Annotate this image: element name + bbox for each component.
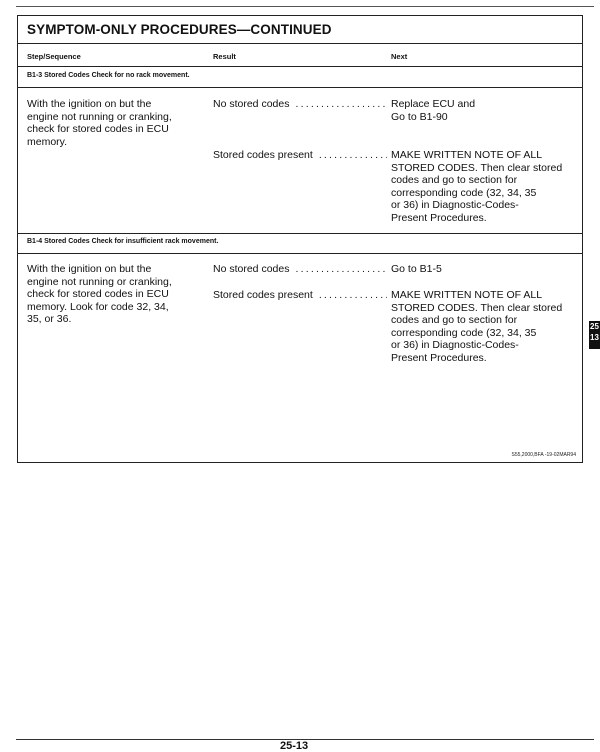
next-line: MAKE WRITTEN NOTE OF ALL <box>391 289 543 301</box>
step-line: With the ignition on but the <box>27 263 152 275</box>
dot-leader <box>319 289 387 302</box>
section-tab-page: 13 <box>590 333 599 342</box>
step-line: engine not running or cranking, <box>27 110 172 123</box>
result-label: No stored codes <box>213 98 290 110</box>
step-line: With the ignition on but the <box>27 98 152 110</box>
result-stored-codes-present <box>213 289 387 302</box>
result-stored-codes-present <box>213 149 387 162</box>
section-tab <box>589 321 600 349</box>
next-line: STORED CODES. Then clear stored <box>391 161 563 174</box>
section-divider <box>18 233 582 234</box>
next-action <box>391 149 577 225</box>
next-line: MAKE WRITTEN NOTE OF ALL <box>391 149 543 161</box>
dot-leader <box>295 263 387 276</box>
page-number: 25-13 <box>280 740 309 752</box>
step-line: memory. Look for code 32, 34, <box>27 300 169 313</box>
result-no-stored-codes <box>213 263 387 276</box>
step-line: 35, or 36. <box>27 313 72 326</box>
next-action <box>391 263 577 276</box>
top-rule <box>16 6 594 7</box>
procedure-panel <box>17 15 583 463</box>
column-header-step: Step/Sequence <box>27 52 81 61</box>
result-label: No stored codes <box>213 263 290 275</box>
next-line: or 36) in Diagnostic-Codes- <box>391 339 519 352</box>
step-line: check for stored codes in ECU <box>27 288 169 301</box>
next-line: or 36) in Diagnostic-Codes- <box>391 199 519 212</box>
step-line: engine not running or cranking, <box>27 275 172 288</box>
column-header-next: Next <box>391 52 408 61</box>
step-line: check for stored codes in ECU <box>27 123 169 136</box>
column-header-result: Result <box>213 52 236 61</box>
next-line: codes and go to section for <box>391 174 518 187</box>
result-label: Stored codes present <box>213 289 313 301</box>
section-divider <box>18 253 582 254</box>
next-line: STORED CODES. Then clear stored <box>391 301 563 314</box>
dot-leader <box>295 98 387 111</box>
step-line: memory. <box>27 135 68 148</box>
next-line: codes and go to section for <box>391 314 518 327</box>
section-tab-number: 25 <box>590 322 599 331</box>
next-line: corresponding code (32, 34, 35 <box>391 186 537 199</box>
step-text-b1-4 <box>27 263 207 326</box>
section-divider <box>18 87 582 88</box>
result-label: Stored codes present <box>213 149 313 161</box>
next-line: Present Procedures. <box>391 351 487 364</box>
step-text-b1-3 <box>27 98 207 148</box>
next-action <box>391 98 577 123</box>
page-title: SYMPTOM-ONLY PROCEDURES—CONTINUED <box>27 22 332 37</box>
header-divider <box>18 66 582 67</box>
figure-id: S55,2000,BFA -19-02MAR94 <box>511 452 576 458</box>
dot-leader <box>319 149 387 162</box>
result-no-stored-codes <box>213 98 387 111</box>
title-divider <box>18 43 582 44</box>
next-action <box>391 289 577 365</box>
section-heading-b1-4: B1-4 Stored Codes Check for insufficient rack movement. <box>27 238 219 245</box>
next-line: Go to B1-5 <box>391 263 442 275</box>
next-line: Present Procedures. <box>391 211 487 224</box>
next-line: corresponding code (32, 34, 35 <box>391 326 537 339</box>
next-line: Go to B1-90 <box>391 110 448 123</box>
section-heading-b1-3: B1-3 Stored Codes Check for no rack movement. <box>27 72 190 79</box>
next-line: Replace ECU and <box>391 98 476 110</box>
